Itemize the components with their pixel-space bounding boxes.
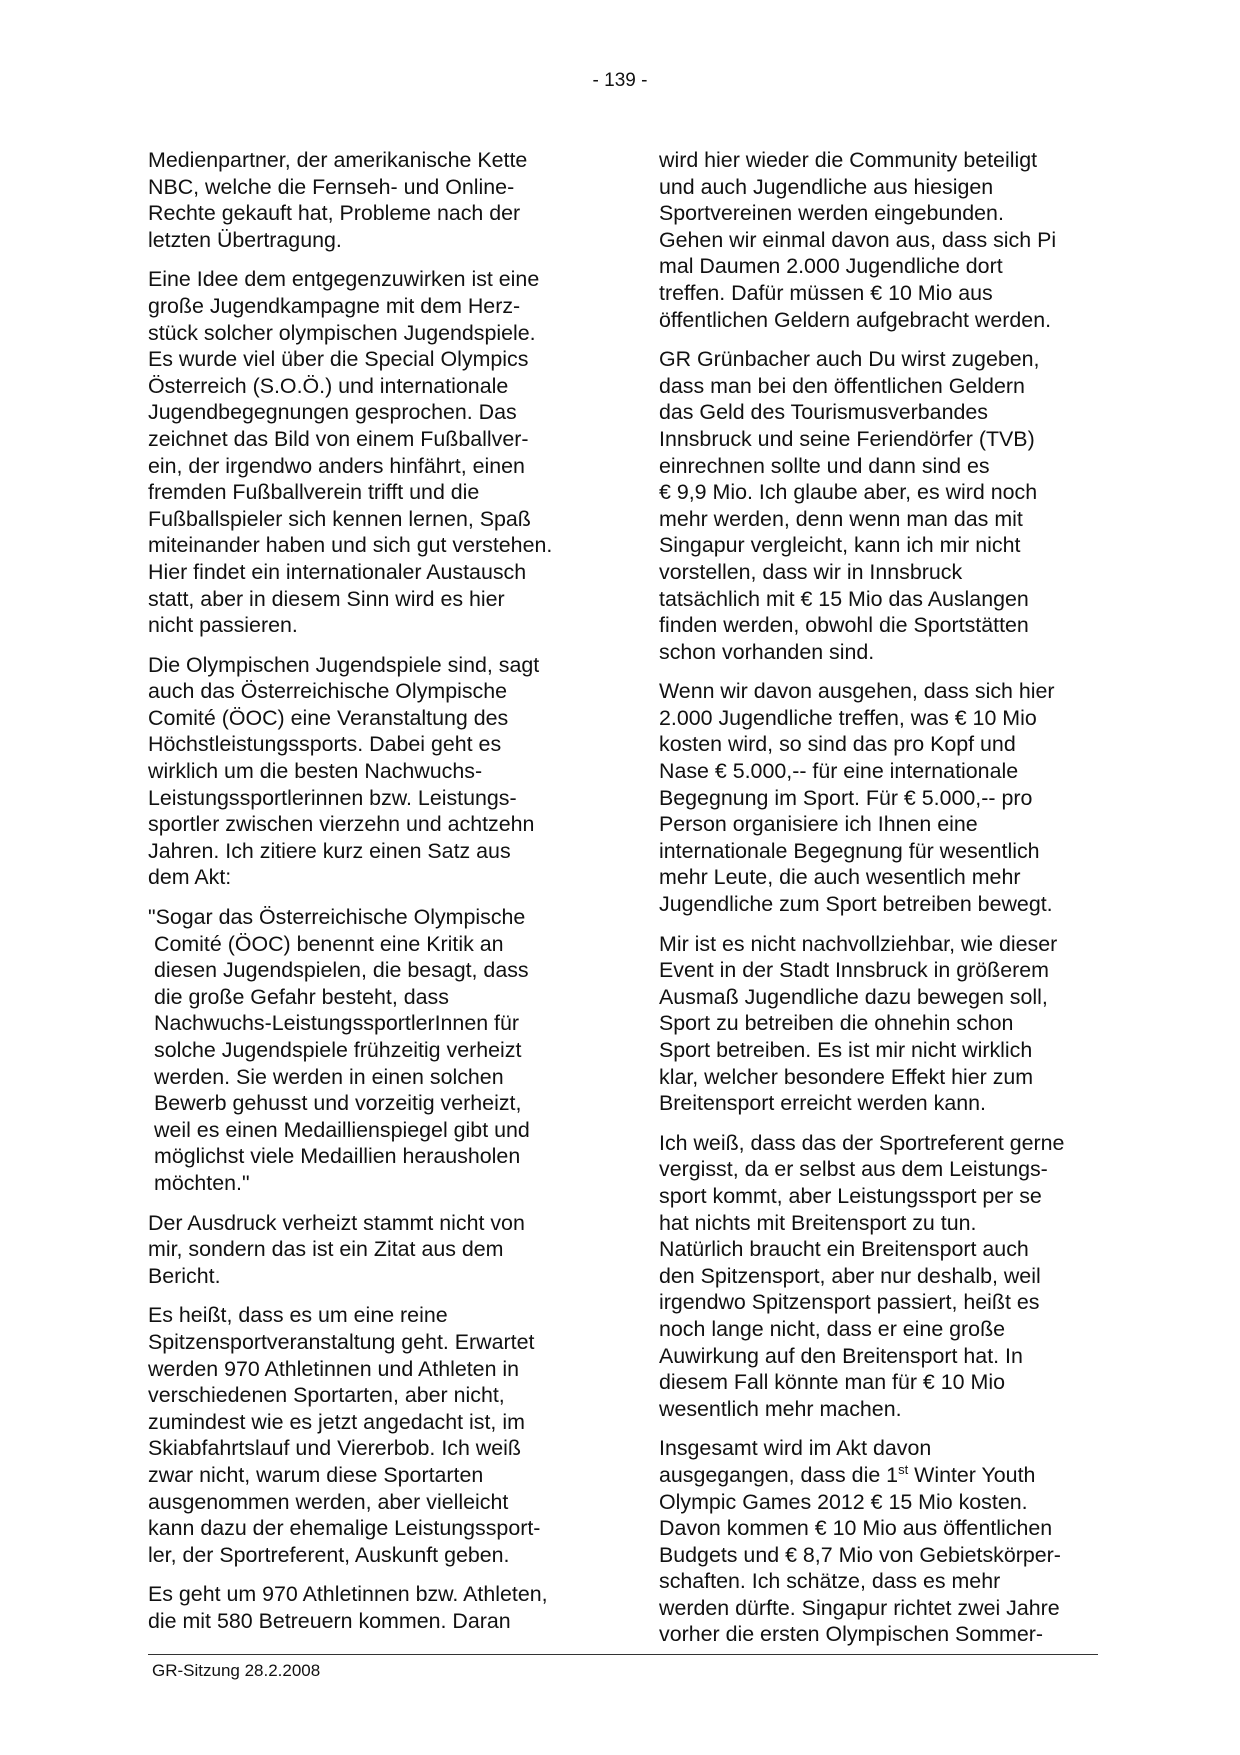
text-line: werden 970 Athletinnen und Athleten in	[148, 1356, 520, 1381]
text-line: mehr Leute, die auch wesentlich mehr	[659, 865, 1021, 890]
text-line: zwar nicht, warum diese Sportarten	[148, 1462, 484, 1487]
text-line: dem Akt:	[148, 865, 232, 890]
text-line: hat nichts mit Breitensport zu tun.	[659, 1210, 977, 1235]
paragraph	[148, 652, 598, 891]
text-line: Medienpartner, der amerikanische Kette	[148, 148, 528, 172]
text-line: wird hier wieder die Community beteiligt	[659, 148, 1038, 172]
text-line: Fußballspieler sich kennen lernen, Spaß	[148, 506, 531, 531]
text-line: Nase € 5.000,-- für eine internationale	[659, 759, 1019, 784]
text-line: ler, der Sportreferent, Auskunft geben.	[148, 1542, 510, 1567]
text-line: Eine Idee dem entgegenzuwirken ist eine	[148, 267, 540, 292]
text-line: Innsbruck und seine Feriendörfer (TVB)	[659, 426, 1035, 451]
text-line: Comité (ÖOC) eine Veranstaltung des	[148, 705, 509, 730]
text-line: Budgets und € 8,7 Mio von Gebietskörper-	[659, 1542, 1061, 1567]
text-line: und auch Jugendliche aus hiesigen	[659, 174, 994, 199]
text-line: GR Grünbacher auch Du wirst zugeben,	[659, 347, 1040, 372]
text-line: Ich weiß, dass das der Sportreferent gerne	[659, 1130, 1065, 1155]
text-fragment: ausgegangen, dass die 1	[659, 1462, 899, 1487]
text-line: Mir ist es nicht nachvollziehbar, wie dieser	[659, 931, 1058, 956]
text-line: zumindest wie es jetzt angedacht ist, im	[148, 1409, 525, 1434]
paragraph	[148, 1581, 598, 1634]
text-line: Sport zu betreiben die ohnehin schon	[659, 1011, 1014, 1036]
paragraph	[659, 678, 1109, 917]
text-line: diesen Jugendspielen, die besagt, dass	[154, 958, 529, 983]
text-line: möglichst viele Medaillien herausholen	[154, 1144, 521, 1169]
paragraph	[659, 1435, 1109, 1648]
quote-paragraph	[148, 904, 598, 1197]
left-column	[148, 147, 598, 1647]
text-line: € 9,9 Mio. Ich glaube aber, es wird noch	[659, 480, 1038, 505]
text-line: "Sogar das Österreichische Olympische	[148, 905, 526, 930]
text-line: vorstellen, dass wir in Innsbruck	[659, 559, 963, 584]
paragraph	[148, 1302, 598, 1568]
text-line: irgendwo Spitzensport passiert, heißt es	[659, 1290, 1040, 1315]
text-line: einrechnen sollte und dann sind es	[659, 453, 990, 478]
text-line: stück solcher olympischen Jugendspiele.	[148, 320, 536, 345]
text-line: NBC, welche die Fernseh- und Online-	[148, 174, 515, 199]
text-line	[659, 1462, 1109, 1489]
text-line: möchten."	[154, 1170, 250, 1195]
text-line: sport kommt, aber Leistungssport per se	[659, 1183, 1042, 1208]
text-line: Bewerb gehusst und vorzeitig verheizt,	[154, 1091, 522, 1116]
paragraph	[148, 147, 598, 253]
text-line: die große Gefahr besteht, dass	[154, 984, 449, 1009]
text-line: finden werden, obwohl die Sportstätten	[659, 613, 1029, 638]
text-line: vergisst, da er selbst aus dem Leistungs-	[659, 1157, 1048, 1182]
text-line: tatsächlich mit € 15 Mio das Auslangen	[659, 586, 1029, 611]
paragraph	[148, 266, 598, 638]
text-line: fremden Fußballverein trifft und die	[148, 480, 480, 505]
text-line: Österreich (S.O.Ö.) und internationale	[148, 373, 509, 398]
text-line: Jahren. Ich zitiere kurz einen Satz aus	[148, 838, 511, 863]
text-line: statt, aber in diesem Sinn wird es hier	[148, 586, 505, 611]
footer-session-label: GR-Sitzung 28.2.2008	[152, 1661, 321, 1680]
text-line: miteinander haben und sich gut verstehen.	[148, 533, 553, 558]
text-line: solche Jugendspiele frühzeitig verheizt	[154, 1038, 522, 1062]
text-line: verschiedenen Sportarten, aber nicht,	[148, 1383, 505, 1408]
text-line: Breitensport erreicht werden kann.	[659, 1091, 986, 1116]
text-line: ein, der irgendwo anders hinfährt, einen	[148, 453, 525, 478]
text-line: kann dazu der ehemalige Leistungssport-	[148, 1516, 541, 1541]
text-line: Es geht um 970 Athletinnen bzw. Athleten,	[148, 1582, 548, 1607]
text-line: Ausmaß Jugendliche dazu bewegen soll,	[659, 984, 1048, 1009]
text-line: Natürlich braucht ein Breitensport auch	[659, 1237, 1029, 1262]
text-line: Spitzensportveranstaltung geht. Erwartet	[148, 1329, 535, 1354]
page-number: - 139 -	[592, 70, 648, 91]
text-line: diesem Fall könnte man für € 10 Mio	[659, 1370, 1005, 1395]
text-line: Sportvereinen werden eingebunden.	[659, 201, 1004, 226]
text-line: Auwirkung auf den Breitensport hat. In	[659, 1343, 1023, 1368]
text-line: schon vorhanden sind.	[659, 639, 875, 664]
text-line: Bericht.	[148, 1263, 221, 1288]
text-line: die mit 580 Betreuern kommen. Daran	[148, 1608, 511, 1633]
text-line: Es wurde viel über die Special Olympics	[148, 347, 529, 372]
text-line: internationale Begegnung für wesentlich	[659, 838, 1040, 863]
text-line: werden dürfte. Singapur richtet zwei Jahre	[659, 1595, 1060, 1620]
text-line: zeichnet das Bild von einem Fußballver-	[148, 426, 529, 451]
paragraph	[659, 931, 1109, 1117]
text-line: Skiabfahrtslauf und Viererbob. Ich weiß	[148, 1436, 521, 1461]
text-line: den Spitzensport, aber nur deshalb, weil	[659, 1263, 1041, 1288]
paragraph	[148, 1210, 598, 1290]
text-line: weil es einen Medaillienspiegel gibt und	[154, 1117, 530, 1142]
text-line: Begegnung im Sport. Für € 5.000,-- pro	[659, 785, 1033, 810]
text-line: Event in der Stadt Innsbruck in größerem	[659, 958, 1049, 983]
text-line: vorher die ersten Olympischen Sommer-	[659, 1622, 1043, 1647]
ordinal-suffix: st	[898, 1461, 909, 1477]
text-line: ausgenommen werden, aber vielleicht	[148, 1489, 509, 1514]
right-column	[659, 147, 1109, 1661]
text-line: Singapur vergleicht, kann ich mir nicht	[659, 533, 1021, 558]
paragraph	[659, 147, 1109, 333]
text-line: öffentlichen Geldern aufgebracht werden.	[659, 307, 1052, 332]
text-line: Olympic Games 2012 € 15 Mio kosten.	[659, 1489, 1028, 1514]
text-line: Sport betreiben. Es ist mir nicht wirklich	[659, 1038, 1033, 1062]
text-fragment: Winter Youth	[908, 1462, 1036, 1487]
text-line: Die Olympischen Jugendspiele sind, sagt	[148, 652, 540, 677]
text-line: nicht passieren.	[148, 613, 298, 638]
text-line: dass man bei den öffentlichen Geldern	[659, 373, 1025, 398]
text-line: Person organisiere ich Ihnen eine	[659, 812, 978, 837]
text-line: Insgesamt wird im Akt davon	[659, 1436, 932, 1461]
paragraph	[659, 1130, 1109, 1423]
text-line: Höchstleistungssports. Dabei geht es	[148, 732, 502, 757]
text-line: wesentlich mehr machen.	[659, 1396, 902, 1421]
text-line: mehr werden, denn wenn man das mit	[659, 506, 1023, 531]
text-line: noch lange nicht, dass er eine große	[659, 1316, 1006, 1341]
text-line: Leistungssportlerinnen bzw. Leistungs-	[148, 785, 517, 810]
text-line: sportler zwischen vierzehn und achtzehn	[148, 812, 535, 837]
text-line: das Geld des Tourismusverbandes	[659, 400, 988, 425]
text-line: treffen. Dafür müssen € 10 Mio aus	[659, 280, 993, 305]
text-line: Hier findet ein internationaler Austausch	[148, 559, 527, 584]
text-line: Jugendliche zum Sport betreiben bewegt.	[659, 892, 1053, 917]
text-line: Jugendbegegnungen gesprochen. Das	[148, 400, 517, 425]
text-line: wirklich um die besten Nachwuchs-	[148, 759, 483, 784]
text-line: mal Daumen 2.000 Jugendliche dort	[659, 254, 1003, 279]
paragraph	[659, 346, 1109, 665]
text-line: Nachwuchs-LeistungssportlerInnen für	[154, 1011, 520, 1036]
text-line: Der Ausdruck verheizt stammt nicht von	[148, 1210, 525, 1235]
text-line: kosten wird, so sind das pro Kopf und	[659, 732, 1016, 757]
text-line: Comité (ÖOC) benennt eine Kritik an	[154, 931, 504, 956]
text-line: Es heißt, dass es um eine reine	[148, 1303, 448, 1328]
text-line: Davon kommen € 10 Mio aus öffentlichen	[659, 1516, 1053, 1541]
text-line: Rechte gekauft hat, Probleme nach der	[148, 201, 521, 226]
text-line: letzten Übertragung.	[148, 227, 342, 252]
text-line: Wenn wir davon ausgehen, dass sich hier	[659, 679, 1055, 704]
text-line: 2.000 Jugendliche treffen, was € 10 Mio	[659, 705, 1037, 730]
text-line: schaften. Ich schätze, dass es mehr	[659, 1569, 1001, 1594]
text-line: Gehen wir einmal davon aus, dass sich Pi	[659, 227, 1057, 252]
text-line: werden. Sie werden in einen solchen	[154, 1064, 504, 1089]
text-line: klar, welcher besondere Effekt hier zum	[659, 1064, 1034, 1089]
text-line: auch das Österreichische Olympische	[148, 679, 508, 704]
footer-divider	[148, 1654, 1098, 1655]
text-line: mir, sondern das ist ein Zitat aus dem	[148, 1237, 504, 1262]
text-line: große Jugendkampagne mit dem Herz-	[148, 293, 521, 318]
